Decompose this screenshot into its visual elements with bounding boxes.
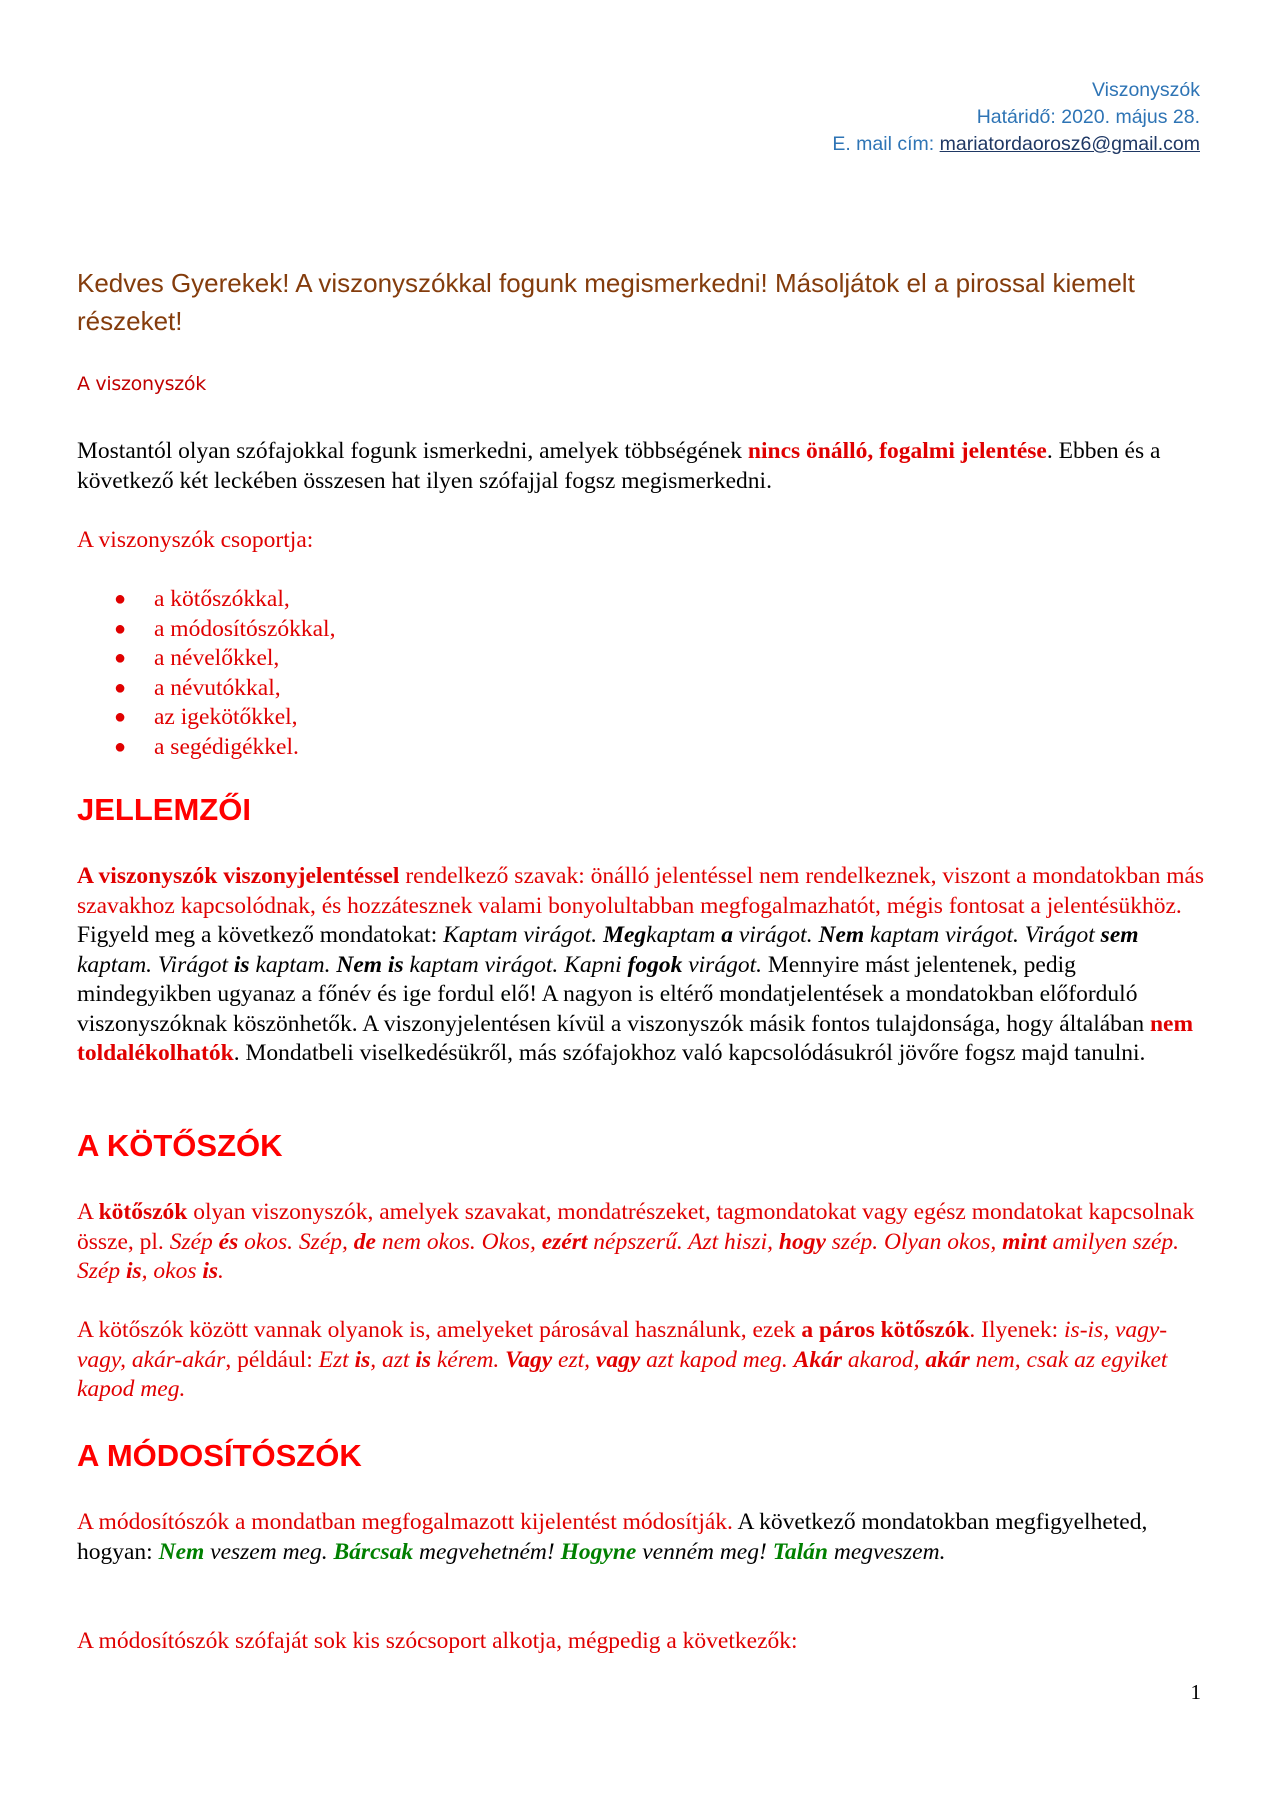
keyword: Nem is [336,951,404,978]
bullet-icon: ● [114,676,127,699]
keyword: is [202,1258,219,1284]
email-link[interactable]: mariatordaorosz6@gmail.com [939,133,1200,155]
example-text: , okos [141,1258,203,1284]
keyword: is [125,1258,142,1284]
example-text: kaptam. Virágot [77,951,234,978]
para-text: A [77,1199,99,1225]
keyword: fogok [627,951,683,978]
bullet-icon: ● [114,588,127,610]
list-item [77,585,1207,615]
list-item-text: a módosítószókkal, [154,615,336,642]
para-text: A kötőszók között vannak olyanok is, amelyeket párosával használunk, ezek [77,1317,802,1343]
keyword: Vagy [505,1346,553,1373]
bullet-icon: ● [114,735,127,758]
paragraph-jellemzoi [77,862,1207,1069]
example-text: venném meg! [636,1538,773,1565]
keyword: Meg [603,922,647,948]
heading-jellemzoi: JELLEMZŐI [77,792,251,827]
keyword: hogy [778,1228,826,1255]
example-sentences [159,1539,946,1565]
bullet-icon: ● [114,647,127,669]
heading-kotoszok: A KÖTŐSZÓK [77,1128,283,1163]
keyword: akár [925,1346,970,1373]
term-bold: kötőszók [98,1199,188,1225]
example-text: virágot. [732,922,819,948]
keyword: de [353,1228,376,1255]
list-item [77,703,1207,733]
keyword: is [233,951,250,978]
document-header [832,77,1200,158]
example-text: Kaptam virágot. [443,922,604,948]
intro-text: Kedves Gyerekek! A viszonyszókkal fogunk megismerkedni! Másoljátok el a pirossal kiemelt részeket! [77,268,1135,336]
keyword: Bárcsak [333,1538,414,1565]
keyword: Talán [772,1538,828,1565]
paragraph-modositoszok-2: A módosítószók szófaját sok kis szócsoport alkotja, mégpedig a következők: [77,1628,798,1654]
para-text: Figyeld meg a következő mondatokat: [77,922,444,948]
keyword: ezért [541,1228,588,1255]
term-bold: a páros kötőszók [801,1317,970,1343]
para-text: . Ebben és a következő két leckében összesen hat ilyen szófajjal fogsz megismerkedni. [77,438,1161,494]
example-text: , azt [370,1346,416,1373]
heading-modositoszok: A MÓDOSÍTÓSZÓK [77,1438,362,1473]
keyword: Hogyne [560,1538,637,1565]
example-text: népszerű. Azt hiszi, [587,1228,779,1255]
list-item-text: az igekötőkkel, [154,704,298,730]
keyword: vagy [595,1346,641,1373]
highlight-no-meaning: nincs önálló, fogalmi jelentése [747,438,1047,464]
example-text: kérem. [431,1346,506,1373]
example-text: nem okos. Okos, [375,1228,542,1255]
term-bold: A viszonyszók viszonyjelentéssel [77,863,400,889]
page-number: 1 [1190,1680,1201,1704]
list-item [77,733,1207,763]
header-email-line [832,131,1200,158]
example-text: kaptam virágot. Kapni [403,951,628,978]
example-text: amilyen szép. Szép [77,1228,1180,1284]
keyword: mint [1002,1228,1047,1255]
keyword: Nem [158,1538,205,1565]
example-text: szép. Olyan okos, [825,1228,1003,1255]
para-text: rendelkező szavak: önálló jelentéssel nem rendelkeznek, viszont a mondatokban más szavakhoz kapcsolódnak, és hozzátesznek valami bonyolultabban megfogalmazhatót, mégis fontosat a jelentésükhöz. [77,863,1205,919]
para-text: . Ilyenek: [969,1317,1065,1343]
para-text: A következő mondatokban megfigyelheted, hogyan: [77,1509,1148,1565]
list-item-text: a névutókkal, [154,674,281,701]
paragraph-modositoszok-1 [77,1508,1207,1567]
groups-title: A viszonyszók csoportja: [77,527,314,553]
list-item [77,674,1207,704]
paragraph-kotoszok-1 [77,1198,1207,1287]
keyword: is [415,1346,431,1373]
keyword: a [721,922,733,948]
example-text: megvehetném! [413,1538,561,1565]
example-text: ezt, [552,1346,596,1373]
example-text: virágot. [682,951,762,978]
example-text: veszem meg. [204,1538,334,1565]
header-deadline: Határidő: 2020. május 28. [976,106,1200,128]
keyword: Akár [793,1346,842,1373]
keyword: sem [1100,922,1139,948]
highlight-not-suffixable: nem toldalékolhatók [77,1010,1194,1066]
section-subtitle: A viszonyszók [77,373,206,395]
para-text: A módosítószók a mondatban megfogalmazott kijelentést módosítják. [77,1509,733,1535]
example-text: Szép [169,1228,219,1255]
example-text: kaptam virágot. Virágot [864,922,1101,948]
header-title: Viszonyszók [1091,79,1200,101]
example-text: kaptam [646,922,722,948]
list-item [77,644,1207,674]
paragraph-intro [77,437,1207,496]
example-text: okos. Szép, [238,1228,354,1255]
example-text: kaptam. [249,951,337,978]
email-label: E. mail cím: [832,133,940,155]
para-text: olyan viszonyszók, amelyek szavakat, mondatrészeket, tagmondatokat vagy egész mondatokat kapcsolnak össze, pl. [77,1199,1195,1255]
example-text: Ezt [318,1346,355,1373]
bullet-icon: ● [114,617,127,640]
list-item [77,615,1207,645]
para-text: Mennyire mást jelentenek, pedig mindegyikben ugyanaz a főnév és ige fordul elő! A nagyon is eltérő mondatjelentések a mondatokban előforduló viszonyszóknak köszönhetők. A viszonyjelentésen kívül a viszonyszók másik fontos tulajdonsága, hogy általában [77,951,1150,1037]
list-item-text: a névelőkkel, [154,645,280,671]
example-text: azt kapod meg. [640,1346,794,1373]
list-item-text: a kötőszókkal, [154,586,290,612]
pair-examples: is-is, vagy-vagy, akár-akár [77,1317,1168,1373]
keyword: Nem [818,922,865,948]
paragraph-kotoszok-2 [77,1316,1207,1405]
groups-list [77,585,1207,762]
bullet-icon: ● [114,706,127,728]
list-item-text: a segédigékkel. [154,733,299,760]
keyword: is [354,1346,371,1373]
example-text: megveszem. [828,1538,946,1565]
para-text: Mostantól olyan szófajokkal fogunk ismerkedni, amelyek többségének [77,438,748,464]
example-sentences [77,1229,1179,1285]
keyword: és [218,1228,239,1255]
para-text: , például: [225,1346,319,1373]
example-text: akarod, [842,1346,926,1373]
example-text: nem, csak az egyiket kapod meg. [77,1346,1168,1402]
para-text: . Mondatbeli viselkedésükről, más szófajokhoz való kapcsolódásukról jövőre fogsz majd tanulni. [233,1040,1146,1066]
example-text: . [218,1258,224,1284]
